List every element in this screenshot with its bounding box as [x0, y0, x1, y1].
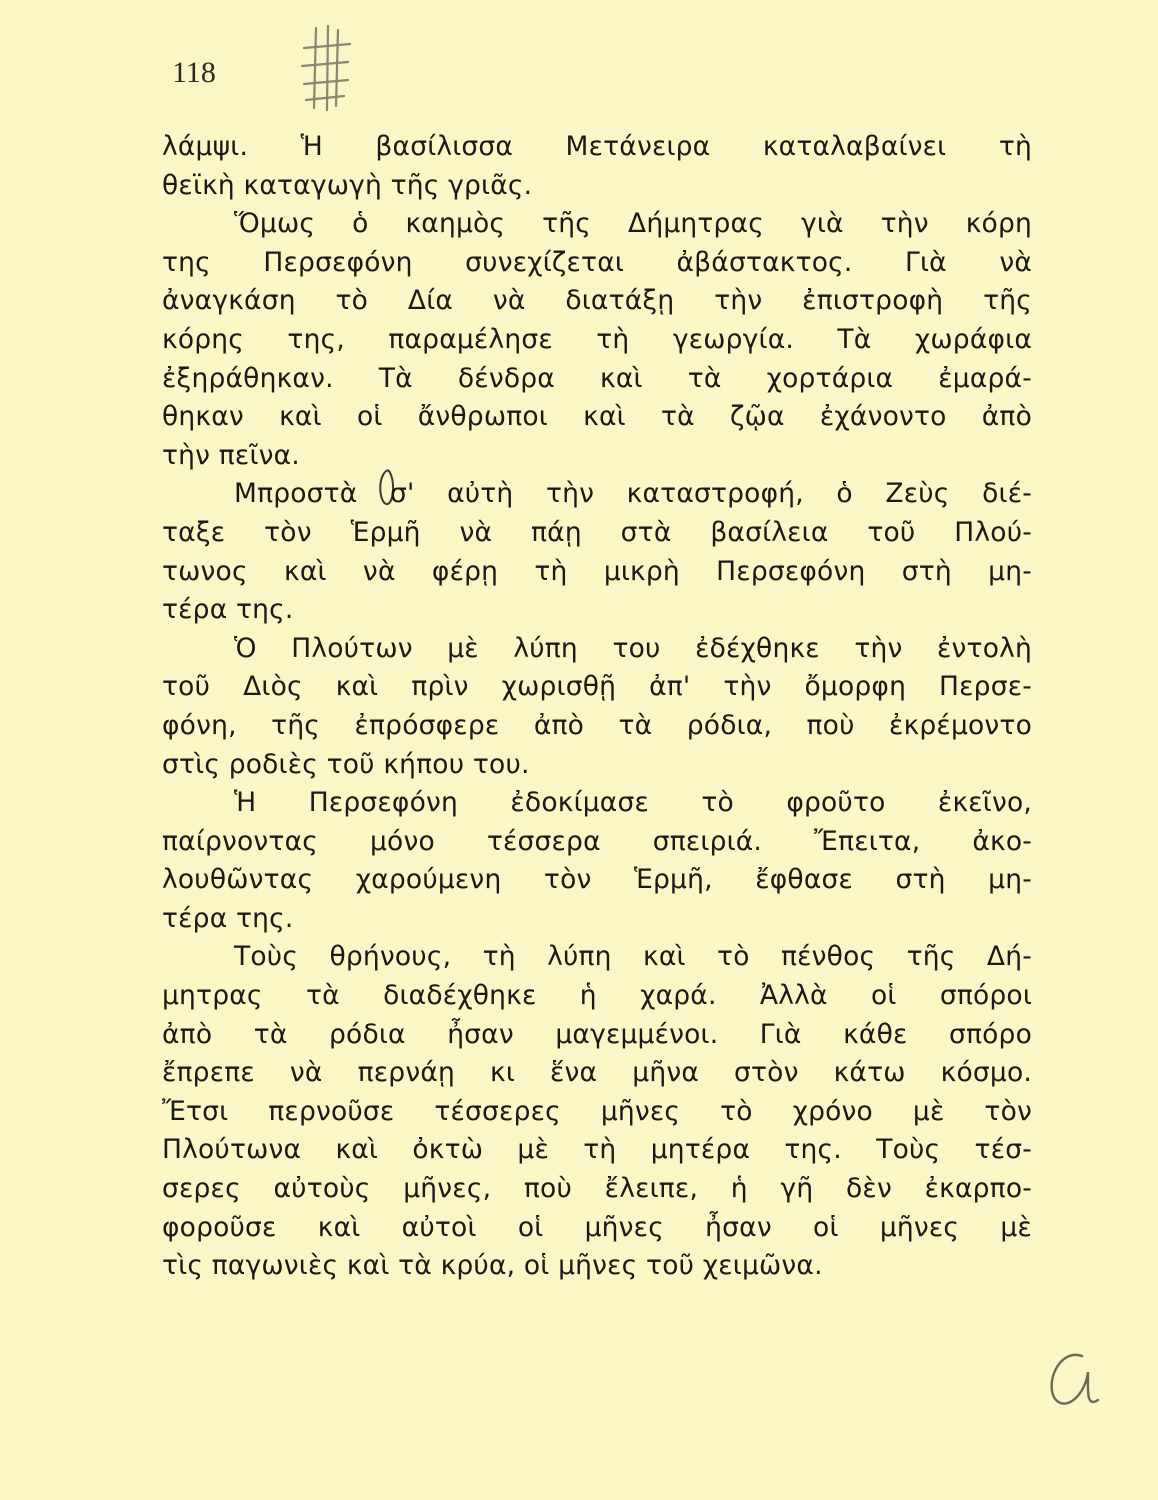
- text-line: τὶς παγωνιὲς καὶ τὰ κρύα, οἱ μῆνες τοῦ χειμῶνα.: [162, 1250, 823, 1282]
- text-line: ἔπρεπε νὰ περνάῃ κι ἕνα μῆνα στὸν κάτω κόσμο.: [162, 1057, 1032, 1089]
- text-line: ἀναγκάση τὸ Δία νὰ διατάξῃ τὴν ἐπιστροφὴ τῆς: [162, 285, 1032, 317]
- text-line: Ἔτσι περνοῦσε τέσσερες μῆνες τὸ χρόνο μὲ τὸν: [162, 1095, 1032, 1127]
- text-line: ταξε τὸν Ἑρμῆ νὰ πάῃ στὰ βασίλεια τοῦ Πλού-: [162, 516, 1032, 548]
- handwritten-hash-icon: [298, 22, 354, 114]
- text-line: τέρα της.: [162, 902, 294, 934]
- text-line: θεϊκὴ καταγωγὴ τῆς γριᾶς.: [162, 169, 533, 201]
- text-line: κόρης της, παραμέλησε τὴ γεωργία. Τὰ χωράφια: [162, 323, 1032, 355]
- handwritten-a-icon: [1038, 1338, 1108, 1418]
- text-line: της Περσεφόνη συνεχίζεται ἀβάστακτος. Γιὰ νὰ: [162, 246, 1032, 278]
- text-line: Τοὺς θρήνους, τὴ λύπη καὶ τὸ πένθος τῆς Δή-: [234, 941, 1032, 973]
- text-line: ἐξηράθηκαν. Τὰ δένδρα καὶ τὰ χορτάρια ἐμαρά-: [162, 362, 1032, 394]
- text-line: λάμψι. Ἡ βασίλισσα Μετάνειρα καταλαβαίνει τὴ: [162, 131, 1032, 162]
- paragraph: [162, 205, 1032, 475]
- text-line: Ὁ Πλούτων μὲ λύπη του ἐδέχθηκε τὴν ἐντολὴ: [234, 632, 1032, 664]
- text-line: Ὅμως ὁ καημὸς τῆς Δήμητρας γιὰ τὴν κόρη: [234, 208, 1032, 240]
- text-line: στὶς ροδιὲς τοῦ κήπου του.: [162, 748, 530, 780]
- paragraph: [162, 475, 1032, 629]
- text-line: τέρα της.: [162, 594, 294, 626]
- page-number: 118: [172, 56, 216, 89]
- text-line: ἀπὸ τὰ ρόδια ἦσαν μαγεμμένοι. Γιὰ κάθε σπόρο: [162, 1018, 1032, 1050]
- text-line: φοροῦσε καὶ αὐτοὶ οἱ μῆνες ἦσαν οἱ μῆνες μὲ: [162, 1211, 1032, 1243]
- paragraph: [162, 938, 1032, 1285]
- text-line: Πλούτωνα καὶ ὀκτὼ μὲ τὴ μητέρα της. Τοὺς τέσ-: [162, 1134, 1032, 1166]
- text-line: σερες αὐτοὺς μῆνες, ποὺ ἔλειπε, ἡ γῆ δὲν ἐκαρπο-: [162, 1173, 1032, 1205]
- text-line: θηκαν καὶ οἱ ἄνθρωποι καὶ τὰ ζῷα ἐχάνοντο ἀπὸ: [162, 401, 1032, 433]
- text-line: τοῦ Διὸς καὶ πρὶν χωρισθῇ ἀπ' τὴν ὄμορφη Περσε-: [162, 671, 1032, 703]
- paragraph: [162, 128, 1032, 205]
- body-text: [162, 128, 1032, 1286]
- text-line: τωνος καὶ νὰ φέρῃ τὴ μικρὴ Περσεφόνη στὴ μη-: [162, 555, 1032, 587]
- text-line: λουθῶντας χαρούμενη τὸν Ἑρμῆ, ἔφθασε στὴ μη-: [162, 864, 1032, 896]
- paragraph: [162, 630, 1032, 784]
- text-line: Μπροστὰ σ' αὐτὴ τὴν καταστροφή, ὁ Ζεὺς διέ-: [234, 478, 1032, 510]
- paragraph: [162, 784, 1032, 938]
- text-line: φόνη, τῆς ἐπρόσφερε ἀπὸ τὰ ρόδια, ποὺ ἐκρέμοντο: [162, 709, 1032, 741]
- text-line: μητρας τὰ διαδέχθηκε ἡ χαρά. Ἀλλὰ οἱ σπόροι: [162, 980, 1032, 1012]
- text-line: τὴν πεῖνα.: [162, 439, 300, 471]
- text-line: παίρνοντας μόνο τέσσερα σπειριά. Ἔπειτα, ἀκο-: [162, 825, 1032, 857]
- text-line: Ἡ Περσεφόνη ἐδοκίμασε τὸ φροῦτο ἐκεῖνο,: [234, 787, 1032, 819]
